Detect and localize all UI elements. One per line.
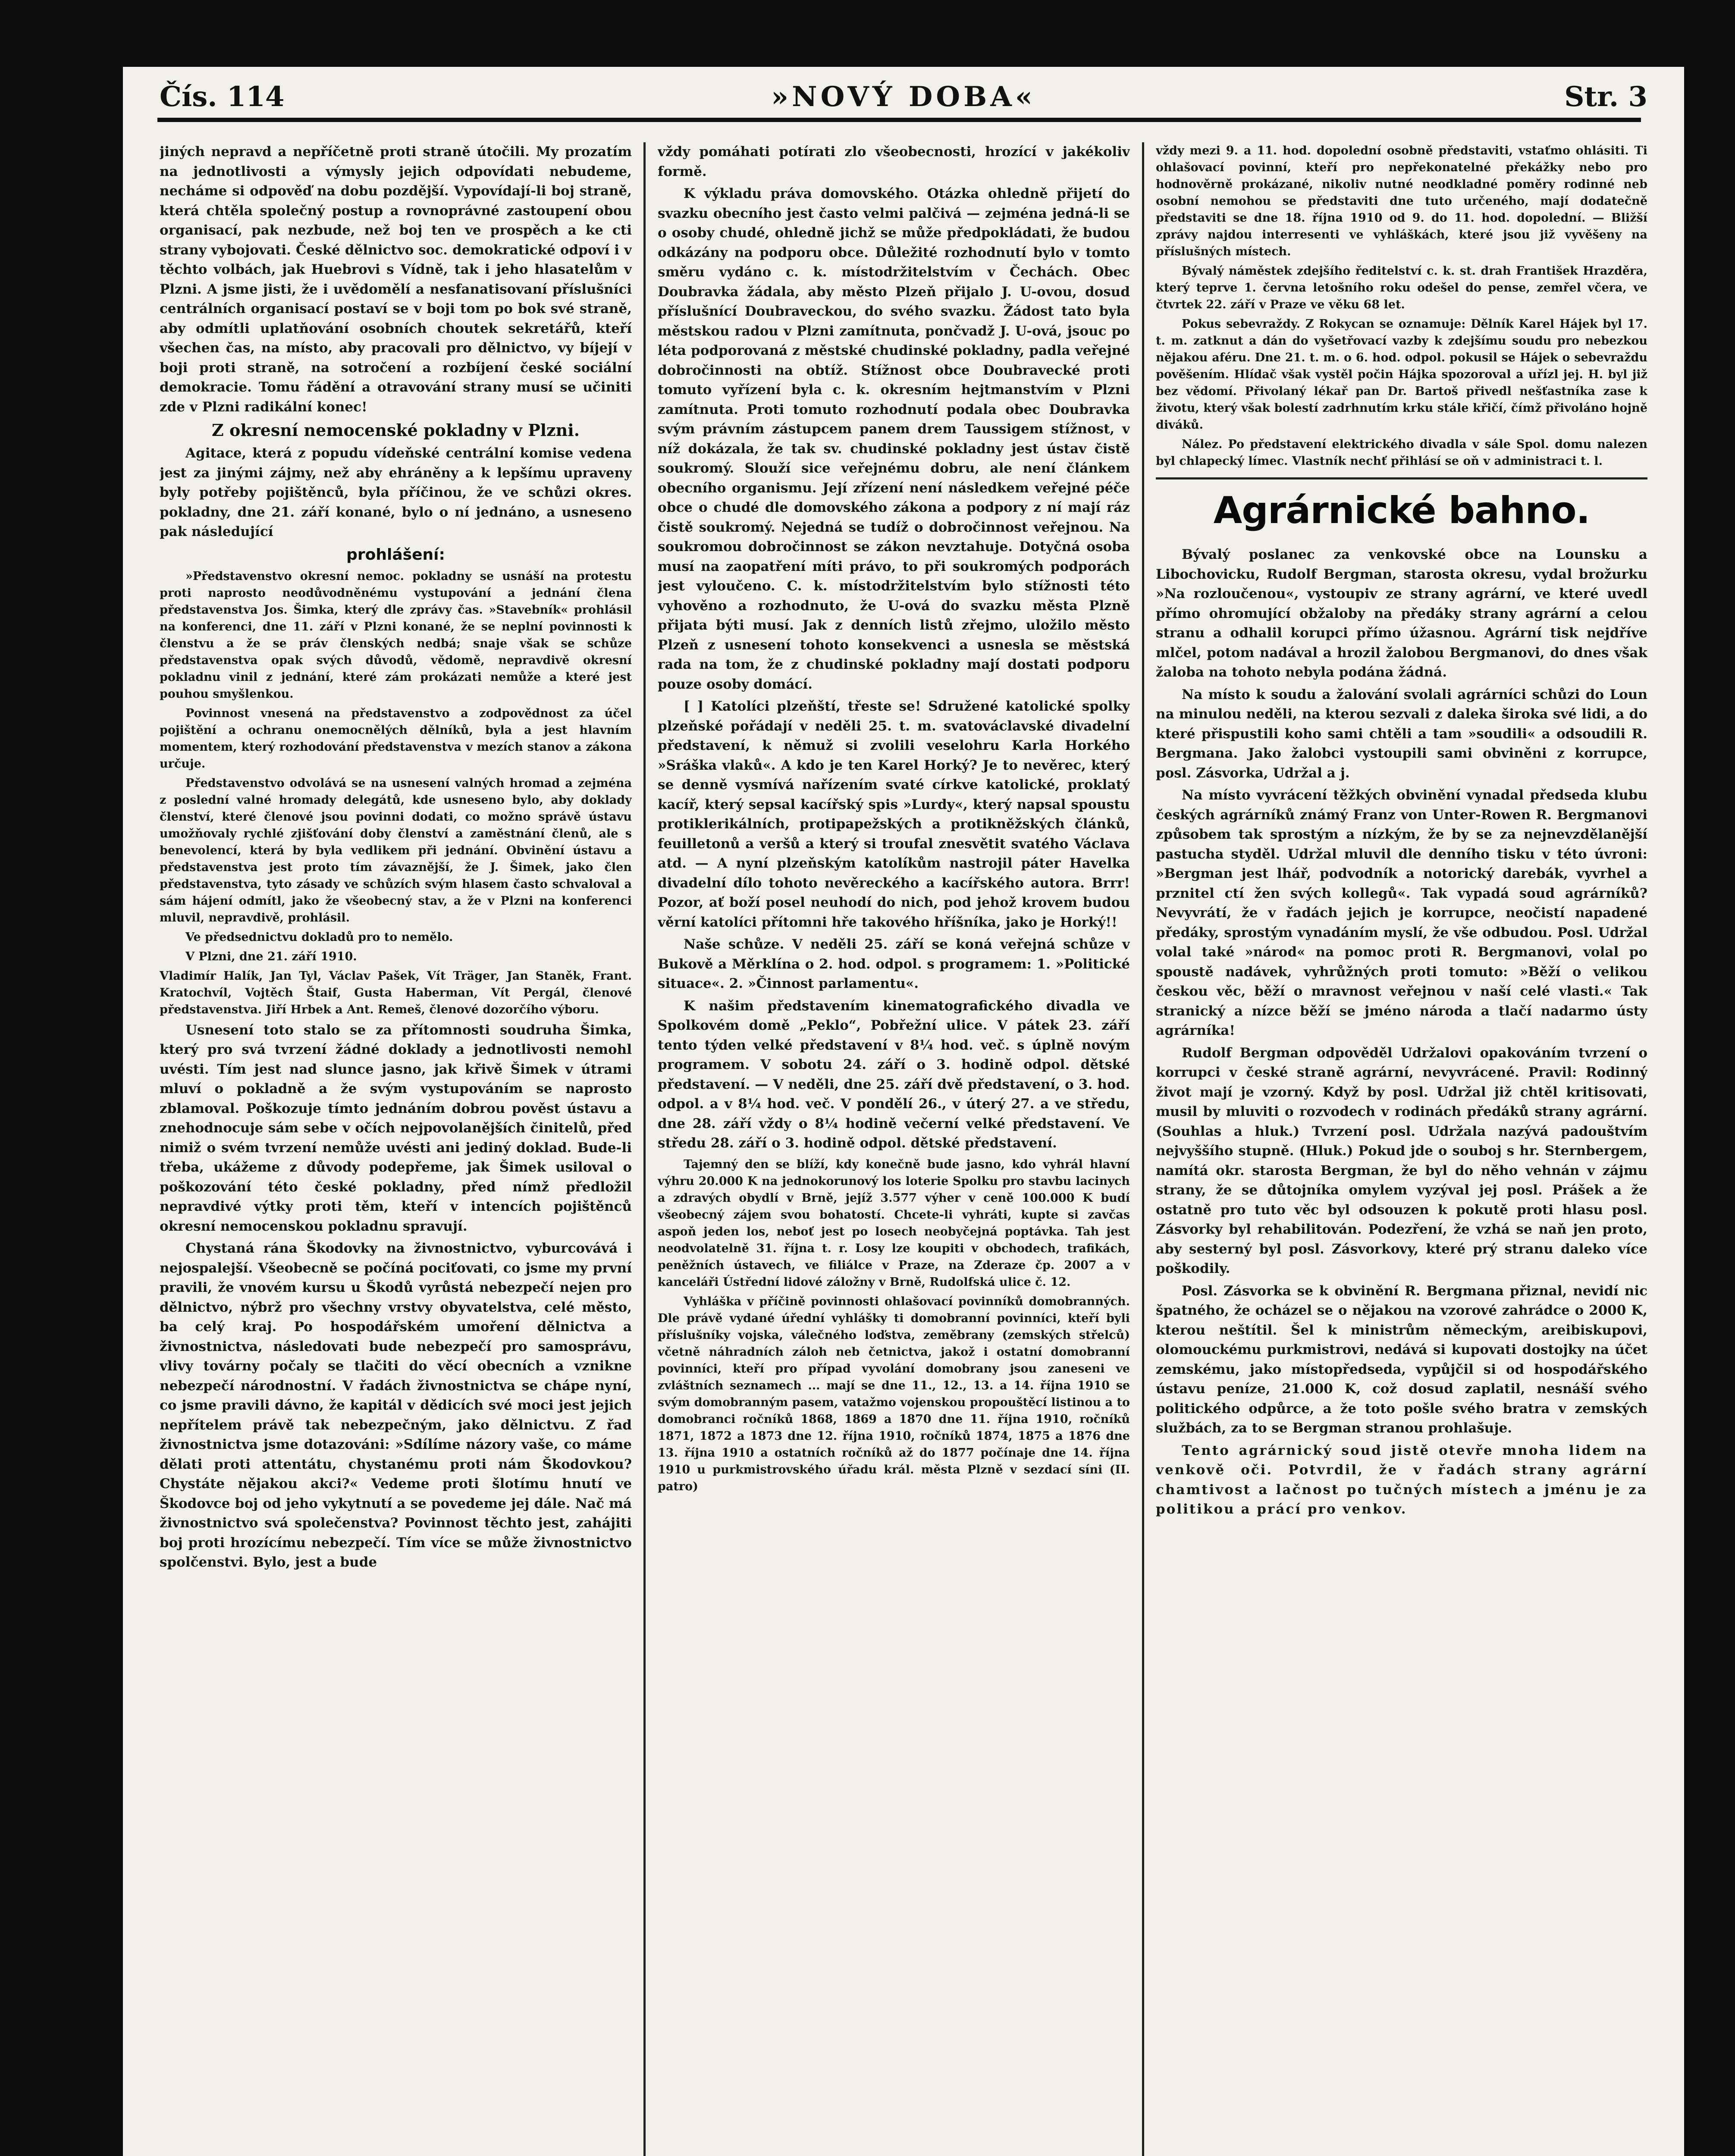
article-paragraph: Bývalý poslanec za venkovské obce na Lounsku a Libochovicku, Rudolf Bergman, starosta okresu, vydal brožurku »Na rozloučenou«, vystoupiv ze strany agrární, ve které uvedl přímo ohromující obžaloby na předáky strany agrární a celou stranu a odhalil korupci přímo úžasnou. Agrární tisk nejdříve mlčel, potom nadával a hrozil žalobou Bergmanovi, do dnes však žaloba na tohoto nebyla podána žádná. bbox=[1156, 547, 1647, 680]
article-paragraph: vždy mezi 9. a 11. hod. dopolední osobně představiti, vstaťmo ohlásiti. Ti ohlašovací povinní, kteří pro nepřekonatelné překážky nebo pro hodnověrně prokázané, nikoliv nutné neodkladné poměry rodinné neb osobní nemohou se představiti dne tuto určeného, mají dodatečně představiti se dne 18. října 1910 od 9. do 11. hod. dopolední. — Bližší zprávy najdou interresenti ve vyhláškách, které jsou již vyvěšeny na příslušných místech. bbox=[1156, 144, 1647, 258]
article-paragraph: vždy pomáhati potírati zlo všeobecnosti, hrozící v jakékoliv formě. bbox=[658, 144, 1130, 179]
article-paragraph: jiných nepravd a nepříčetně proti straně útočili. My prozatím na jednotlivosti a výmysly jejich odpovídati nebudeme, necháme si odpověď na dobu pozdější. Vypovídají-li boj straně, která chtěla společný postup a rovnoprávné zastoupení obou organisací, pak nezbude, než boj ten ve prospěch a ke cti strany vybojovati. České dělnictvo soc. demokratické odpoví i v těchto volbách, jak Huebrovi s Vídně, tak i jeho hlasatelům v Plzni. A jsme jisti, že i uvědomělí a nesfanatisovaní příslušníci centrálních organisací postaví se v boji tom po bok své straně, aby odmítli uplatňování osobních choutek sekretářů, kteří všechen čas, na místo, aby pracovali pro dělnictvo, vy bíjejí v boji proti straně, na sotročení a rozbíjení české sociální demokracie. Tomu řádění a otravování strany musí se učiniti zde v Plzni radikální konec! bbox=[160, 144, 632, 415]
article-paragraph: Na místo k soudu a žalování svolali agrárníci schůzi do Loun na minulou neděli, na kterou sezvali z daleka široka své lidi, a do které přispustili koho sami chtěli a tam »soudili« a odsoudili R. Bergmana. Jako žalobci vystoupili sami obviněni z korrupce, posl. Zásvorka, Udržal a j. bbox=[1156, 686, 1647, 781]
column-divider bbox=[643, 142, 646, 2156]
newspaper-page bbox=[123, 67, 1684, 2156]
section-rule bbox=[1156, 477, 1647, 479]
declaration-paragraph: Povinnost vnesená na představenstvo a zodpovědnost za účel pojištění a ochranu onemocnělých dělníků, byla a jest hlavním momentem, který rozhodování představenstva v mezích stanov a zákona určuje. bbox=[160, 706, 632, 771]
column-1 bbox=[160, 142, 632, 2156]
article-subheading: prohlášení: bbox=[346, 545, 445, 564]
column-3 bbox=[1156, 142, 1647, 2156]
column-2 bbox=[658, 142, 1130, 2156]
signatories: Vladimír Halík, Jan Tyl, Václav Pašek, Vít Träger, Jan Staněk, Frant. Kratochvíl, Vojtěch Štaif, Gusta Haberman, Vít Pergál, členové představenstva. Jiří Hrbek a Ant. Remeš, členové dozorčího výboru. bbox=[160, 969, 632, 1016]
article-paragraph: Posl. Zásvorka se k obvinění R. Bergmana přiznal, nevidí nic špatného, že ocházel se o nějakou na vzorové zahrádce o 2000 K, kterou neštítil. Šel k ministrům německým, areibiskupovi, olomouckému purkmistrovi, nedává si kupovati dostojky na účet zemskému, jako místopředseda, vypůjčil si od hospodářského ústavu peníze, 21.000 K, což dosud zaplatil, nesnáší svého politického odpůrce, a že toto pošle svého bratra v zemských službách, za to se Bergman stranou prohlašuje. bbox=[1156, 1283, 1647, 1436]
declaration-paragraph: Představenstvo odvolává se na usnesení valných hromad a zejména z poslední valné hromady delegátů, kde usneseno bylo, aby doklady členství, které členové jsou povinni dodati, co možno správě ústavu umožňovaly rychlé zjišťování doby členství a zaměstnání členů, ale s benevolencí, která by byla vedlikem při jednání. Obvinění ústavu a představenstva jest proto tím závaznější, že J. Šimek, jako člen představenstva, tyto zásady ve schůzích svým hlasem často schvaloval a sám hájení odmítl, jako že všeobecný stav, a že v Plzni na konferenci mluvil, nepravdivě, prohlásil. bbox=[160, 776, 632, 924]
dateline: V Plzni, dne 21. září 1910. bbox=[185, 950, 357, 963]
issue-number: Čís. 114 bbox=[160, 81, 285, 113]
article-paragraph: Pokus sebevraždy. Z Rokycan se oznamuje: Dělník Karel Hájek byl 17. t. m. zatknut a dán do vyšetřovací vazby k zdejšímu soudu pro nebezkou nějakou aféru. Dne 21. t. m. o 6. hod. odpol. pokusil se Hájek o sebevraždu pověšením. Hlídač však vystěl počin Hájka spozoroval a uřízl jej. H. byl již bez vědomí. Přivolaný lékař pan Dr. Bartoš přivedl nešťastníka zase k životu, který však bolestí zadrhnutím krku stále křičí, čímž přivoláno hojně diváků. bbox=[1156, 317, 1647, 432]
article-paragraph: K výkladu práva domovského. Otázka ohledně přijetí do svazku obecního jest často velmi palčivá — zejména jedná-li se o osoby chudé, ohledně jichž se může předpokládati, že budou odkázány na podporu obce. Důležité rozhodnutí bylo v tomto směru vydáno c. k. místodržitelstvím v Čechách. Obec Doubravka žádala, aby město Plzeň přijalo J. U-ovou, dosud příslušnící Doubraveckou, do svého svazku. Žádost tato byla městskou radou v Plzni zamítnuta, pončvadž J. U-ová, jsouc po léta podporovaná z městské chudinské pokladny, padla veřejné dobročinnosti na obtíž. Stížnost obce Doubravecké proti tomuto vyřízení byla c. k. okresním hejtmanstvím v Plzni zamítnuta. Proti tomuto rozhodnutí podala obec Doubravka svým právním zástupcem panem drem Taussigem stížnost, v níž dokázala, že tak sv. chudinské pokladny jest ústav čistě soukromý. Slouží sice veřejnému dobru, ale není článkem obecního organismu. Její zřízení není následkem veřejné péče obce o chudé dle domovského zákona a podpory z ní mají ráz čistě soukromý. Nejedná se tudíž o dobročinnost veřejnou. Na soukromou dobročinnost se zákon nevztahuje. Dotyčná osoba musí na zaopatření míti právo, to při soukromých podporách jest vyloučeno. C. k. místodržitelstvím bylo stížnosti této vyhověno a rozhodnuto, že U-ová do svazku města Plzně přijata býti musí. Jak z denních listů zřejmo, uložilo město Plzeň z usnesení tohoto konsekvenci a usnesla se městská rada na tom, že z chudinské pokladny mají dostati podporu pouze osoby domácí. bbox=[658, 186, 1130, 692]
article-paragraph: Na místo vyvrácení těžkých obvinění vynadal předseda klubu českých agrárníků známý Franz von Unter-Rowen R. Bergmanovi způsobem tak sprostým a nízkým, že by se za nejnevzdělanější pastucha styděl. Udržal mluvil dle denního tisku v této úvroni: »Bergman jest lhář, podvodník a notorický darebák, vyvrhel a prznitel ctí žen svých kollegů«. Tak vypadá soud agrárníků? Nevyvrátí, že v řadách jejich je korrupce, neočistí napadené předáky, sprostým vynadáním myslí, že vše odbudou. Posl. Udržal volal také »národ« na pomoc proti R. Bergmanovi, volal po spoustě nadávek, vyhrůžných proti tomuto: »Běží o velikou českou věc, běží o mravnost veřejnou v naší celé vlasti.« Tak stranický a nízce běží se jméno národa a tlačí nadarmo ústy agrárníka! bbox=[1156, 787, 1647, 1038]
article-paragraph: Bývalý náměstek zdejšího ředitelství c. k. st. drah František Hrazděra, který teprve 1. června letošního roku odešel do pense, zemřel včera, ve čtvrtek 22. září v Praze ve věku 68 let. bbox=[1156, 264, 1647, 311]
article-paragraph: Nález. Po představení elektrického divadla v sále Spol. domu nalezen byl chlapecký límec. Vlastník nechť přihlásí se oň v administraci t. l. bbox=[1156, 438, 1647, 468]
article-paragraph: Naše schůze. V neděli 25. září se koná veřejná schůze v Bukově a Měrklína o 2. hod. odpol. s programem: 1. »Politické situace«. 2. »Činnost parlamentu«. bbox=[658, 937, 1130, 991]
header-rule bbox=[157, 118, 1641, 122]
newspaper-title: »NOVÝ DOBA« bbox=[771, 81, 1036, 113]
article-paragraph: K našim představením kinematografického divadla ve Spolkovém domě „Peklo“, Pobřežní ulice. V pátek 23. září tento týden velké představení v 8¼ hod. več. s úplně novým programem. V sobotu 24. září o 3. hodině odpol. dětské představení. — V neděli, dne 25. září dvě představení, o 3. hod. odpol. a v 8¼ hod. več. V pondělí 26., v úterý 27. a ve středu, dne 28. září vždy o 8¼ hodině večerní velké představení. Ve středu 28. září o 3. hodině odpol. dětské představení. bbox=[658, 998, 1130, 1151]
column-divider bbox=[1142, 142, 1144, 2156]
article-paragraph: Tento agrárnický soud jistě otevře mnoha lidem na venkově oči. Potvrdil, že v řadách strany agrární chamtivost a lačnost po tučných místech a jménu je za politikou a prácí pro venkov. bbox=[1156, 1442, 1647, 1517]
declaration-paragraph: Ve předsednictvu dokladů pro to nemělo. bbox=[185, 930, 453, 944]
article-paragraph: Usnesení toto stalo se za přítomnosti soudruha Šimka, který pro svá tvrzení žádné doklady a jednotlivosti nemohl uvésti. Tím jest nad slunce jasno, jak křivě Šimek v útrami mluví o pokladně a že svým vystupováním se naprosto zblamoval. Poškozuje tímto jednáním dobrou pověst ústavu a znehodnocuje sám sebe v očích nejpovolanějších činitelů, před nimiž o svém tvrzení nemůže uvésti ani jediný doklad. Bude-li třeba, ukážeme z důvody podepřeme, jak Šimek usiloval o poškozování této české pokladny, před nímž předložil nepravdivé výtky proti těm, kteří v intencích pojištěnců okresní nemocenskou pokladnu spravují. bbox=[160, 1022, 632, 1234]
article-paragraph: Chystaná rána Škodovky na živnostnictvo, vyburcovává i nejospalejší. Všeobecně se počíná pociťovati, co jsme my první pravili, že vnovém kursu u Škodů vyrůstá nebezpečí nejen pro dělnictvo, nýbrž pro všechny vrstvy obyvatelstva, celé město, ba celý kraj. Po hospodářském umoření dělnictva a živnostnictva, následovati bude nebezpečí pro samosprávu, vlivy továrny počaly se tlačiti do věcí obecních a vznikne nebezpečí národnostní. V řadách živnostnictva se chápe nyní, co jsme pravili dávno, že kapitál v dědicích své moci jest jejich nepřítelem právě tak nebezpečným, jako dělnictvu. Z řad živnostnictva jsme dotazováni: »Sdílíme názory vaše, co máme dělati proti attentátu, chystanému proti nám Škodovkou? Chystáte nějakou akci?« Vedeme proti šlotímu hnutí ve Škodovce boj od jeho vykytnutí a se povedeme jej dále. Nač má živnostnictvo svá společenstva? Povinnost těchto jest, zahájiti boj proti hrozícímu nebezpečí. Tím více se může živnostnictvo spolčenstvi. Bylo, jest a bude bbox=[160, 1241, 632, 1570]
page-header bbox=[123, 67, 1684, 132]
article-paragraph: Agitace, která z popudu vídeňské centrální komise vedena jest za jinými zájmy, než aby ehráněny a k lepšímu upraveny byly potřeby pojištěnců, byla příčinou, že ve schůzi okres. pokladny, dne 21. září konané, bylo o ní jednáno, a usneseno pak následující bbox=[160, 445, 632, 539]
article-heading: Z okresní nemocenské pokladny v Plzni. bbox=[212, 420, 580, 440]
article-paragraph: Vyhláška v příčině povinnosti ohlašovací povinníků domobranných. Dle právě vydané úřední vyhlášky ti domobranní povinníci, kteří byli příslušníky vojska, válečného loďstva, zeměbrany (zemských střelců) včetně náhradních záloh neb četnictva, jakož i ostatní domobranní povinníci, kteří pro případ vyvolání domobrany jsou zaneseni ve zvláštních seznamech ... mají se dne 11., 12., 13. a 14. října 1910 se svým domobranným pasem, vatažmo vojenskou propouštěcí listinou a to domobranci ročníků 1868, 1869 a 1870 dne 11. října 1910, ročníků 1871, 1872 a 1873 dne 12. října 1910, ročníků 1874, 1875 a 1876 dne 13. října 1910 a ostatních ročníků až do 1877 počínaje dne 14. října 1910 u purkmistrovského úřadu král. města Plzně v sezdací síni (II. patro) bbox=[658, 1294, 1130, 1493]
section-headline: Agrárnické bahno. bbox=[1213, 489, 1590, 532]
page-number: Str. 3 bbox=[1564, 81, 1647, 113]
article-paragraph: Tajemný den se blíží, kdy konečně bude jasno, kdo vyhrál hlavní výhru 20.000 K na jednokorunový los loterie Spolku pro stavbu lacinych a zdravých obydlí v Brně, jejíž 3.577 výher v ceně 100.000 K budí všeobecný zájem svou bohatostí. Chcete-li vyhráti, kupte si zavčas aspoň jeden los, neboť jest po losech neobyčejná poptávka. Tah jest neodvolatelně 31. října t. r. Losy lze koupiti v obchodech, trafikách, peněžních ústavech, ve filiálce v Praze, na Zderaze čp. 2007 a v kanceláři Ústřední lidové záložny v Brně, Rudolfská ulice č. 12. bbox=[658, 1157, 1130, 1289]
article-paragraph: Rudolf Bergman odpověděl Udržalovi opakováním tvrzení o korrupci v české straně agrární, nevyvrácené. Pravil: Rodinný život mají je vzorný. Když by posl. Udržal již chtěl kritisovati, musil by mluviti o rozvodech v rodinách předáků strany agrární. (Souhlas a hluk.) Tvrzení posl. Udržala nazývá padouštvím nejvyššího stupně. (Hluk.) Pokud jde o souboj s hr. Sternbergem, namítá okr. starosta Bergman, že byl do něho vehnán v zájmu strany, že se důtojníka omylem vyzýval jej posl. Prášek a že ostatně pro tuto věc byl odsouzen k pokutě proti hlasu posl. Zásvorky byl rehabilitován. Podezření, že vzhá se naň jen proto, aby sesterný byl posl. Zásvorkovy, které prý stranu daleko více poškodily. bbox=[1156, 1045, 1647, 1276]
declaration-paragraph: »Představenstvo okresní nemoc. pokladny se usnáší na protestu proti naprosto neodůvodněnému vystupování a jednání člena představenstva Jos. Šimka, který dle zprávy čas. »Stavebník« prohlásil na konferenci, dne 11. září v Plzni konané, že se neplní povinnosti k členstvu a že se práv členských nedbá; snaje však se schůze představenstva opak svých důvodů, vědomě, nepravdivě okresní pokladnu vinil z jednání, které zám prokázati nemůže a které jest pouhou smyšlenkou. bbox=[160, 569, 632, 701]
article-paragraph: [ ] Katolíci plzeňští, třeste se! Sdružené katolické spolky plzeňské pořádají v neděli 25. t. m. svatováclavské divadelní představení, k němuž si zvolili veselohru Karla Horkého »Sráška vlaků«. A kdo je ten Karel Horký? Je to nevěrec, který se denně vysmívá nařízením svaté církve katolické, proklatý kacíř, který sepsal kacířský spis »Lurdy«, který napsal spoustu protiklerikálních, protipapežských a protikněžských článků, feuilletonů a veršů a který si troufal znesvětit svatého Václava atd. — A nyní plzeňským katolíkům nastrojil páter Havelka divadelní dílo tohoto nevěreckého a kacířského autora. Brrr! Pozor, ať boží posel neuhodí do nich, pod jehož krovem budou věrní katolíci přítomni hře takového hříšníka, jako je Horký!! bbox=[658, 699, 1130, 930]
